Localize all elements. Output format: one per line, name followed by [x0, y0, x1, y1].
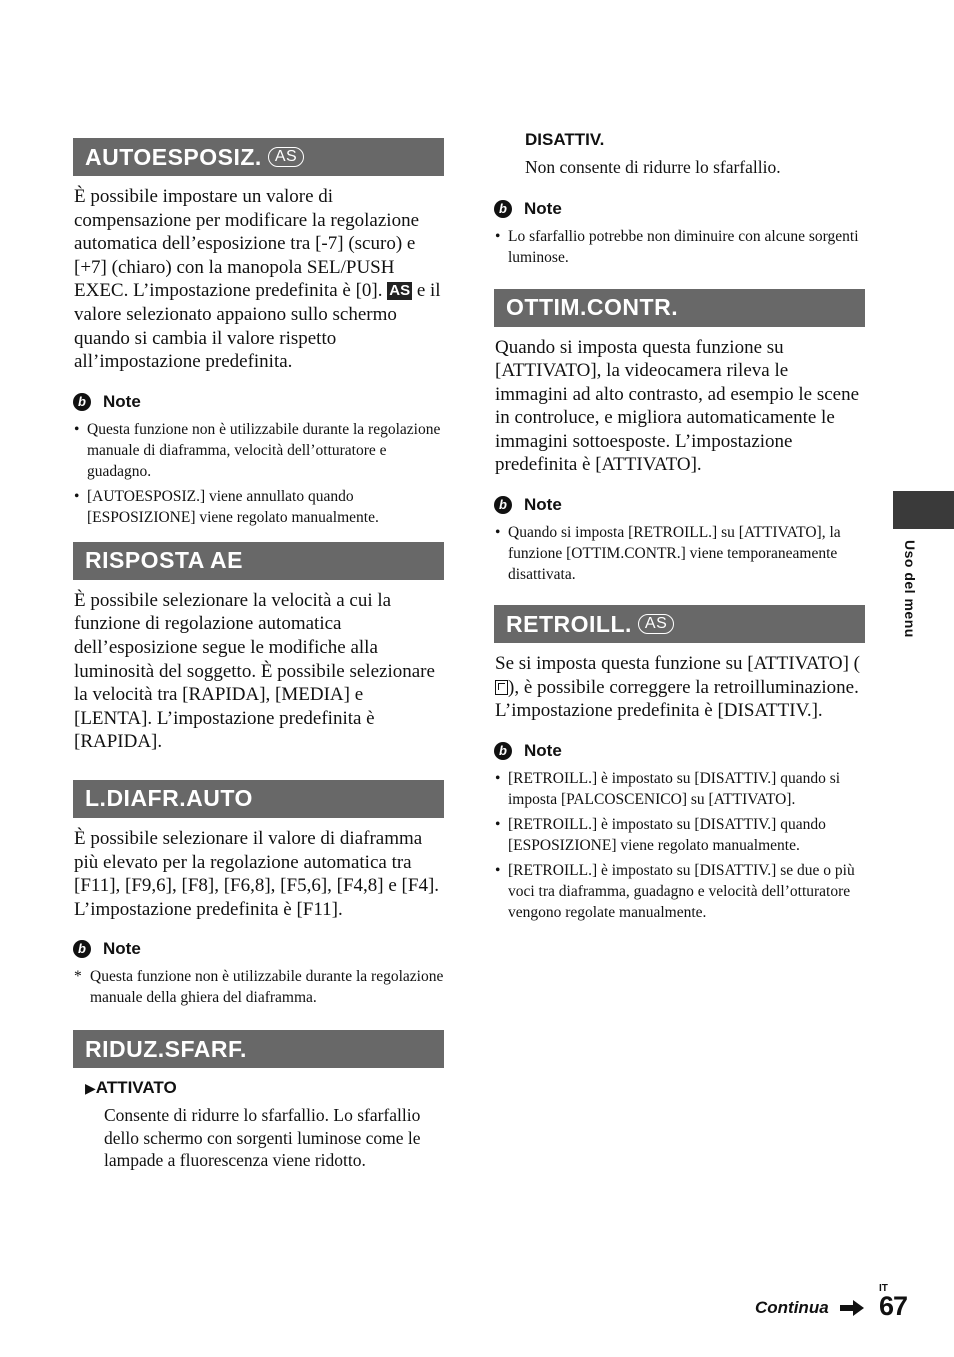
note-list [73, 419, 444, 528]
section-title: L.DIAFR.AUTO [85, 785, 253, 812]
as-badge: AS [638, 614, 674, 634]
option-label [85, 1078, 444, 1098]
page-number: 67 [879, 1291, 908, 1321]
note-heading [494, 199, 865, 219]
note-item: • [RETROILL.] è impostato su [DISATTIV.] quando [ESPOSIZIONE] viene regolato manualmente. [494, 814, 865, 856]
note-item: • Questa funzione non è utilizzabile durante la regolazione manuale di diaframma, velocità dell’otturatore e guadagno. [73, 419, 444, 482]
note-heading [73, 939, 444, 959]
option-disattiv [525, 130, 865, 179]
section-heading-l-diafr-auto [73, 780, 444, 818]
continua-label: Continua [755, 1298, 829, 1317]
note-item: * Questa funzione non è utilizzabile durante la regolazione manuale della ghiera del diaframma. [73, 966, 444, 1008]
note-label: Note [524, 740, 562, 760]
section-body: Quando si imposta questa funzione su [ATTIVATO], la videocamera rileva le immagini ad alto contrasto, ad esempio le scene in controluce, e migliora automaticamente le immagini sottoesposte. L’impostazione predefinita è [ATTIVATO]. [495, 336, 860, 476]
section-body [74, 185, 444, 374]
note-label: Note [524, 198, 562, 218]
section-body [495, 652, 865, 723]
section-body: È possibile selezionare il valore di diaframma più elevato per la regolazione automatica tra [F11], [F9,6], [F8], [F6,8], [F5,6], [F4,8] e [F4]. L’impostazione predefinita è [F11]. [74, 827, 440, 920]
note-item: • [RETROILL.] è impostato su [DISATTIV.] se due o più voci tra diaframma, guadagno e velocità dell’otturatore vengono regolate manualmente. [494, 860, 865, 923]
note-icon: b [494, 742, 512, 760]
section-body: È possibile selezionare la velocità a cui la funzione di regolazione automatica dell’esposizione segue le modifiche alla luminosità del soggetto. È possibile selezionare la velocità tra [RAPIDA], [MEDIA] e [LENTA]. L’impostazione predefinita è [RAPIDA]. [74, 589, 435, 753]
note-icon: b [494, 496, 512, 514]
default-marker-icon: ▶ [85, 1080, 96, 1097]
body-text-part: È possibile impostare un valore di compensazione per modificare la regolazione automatica dell’esposizione tra [-7] (scuro) e [+7] (chiaro) con la manopola SEL/PUSH EXEC. L’impostazione predefinita è [0]. [74, 186, 419, 302]
section-title: AUTOESPOSIZ. [85, 143, 262, 170]
backlight-icon [495, 680, 508, 695]
body-text-part: e il valore selezionato appaiono sullo schermo quando si cambia il valore rispetto all’impostazione predefinita. [74, 280, 441, 373]
as-inline-icon: AS [389, 282, 411, 300]
section-title: RIDUZ.SFARF. [85, 1035, 247, 1062]
section-title: RISPOSTA AE [85, 547, 243, 574]
note-item: • [AUTOESPOSIZ.] viene annullato quando [ESPOSIZIONE] viene regolato manualmente. [73, 486, 444, 528]
note-icon: b [494, 200, 512, 218]
body-text-part: ), è possibile correggere la retroilluminazione. L’impostazione predefinita è [DISATTIV.]. [495, 676, 859, 722]
section-heading-risposta-ae [73, 542, 444, 580]
note-label: Note [524, 495, 562, 515]
note-label: Note [103, 939, 141, 959]
section-heading-autoesposiz [73, 138, 444, 176]
option-desc: Non consente di ridurre lo sfarfallio. [525, 157, 781, 177]
option-attivato [85, 1078, 444, 1172]
note-item: • Lo sfarfallio potrebbe non diminuire con alcune sorgenti luminose. [494, 226, 865, 268]
section-title: RETROILL. [506, 610, 632, 637]
note-heading [494, 495, 865, 515]
section-title: OTTIM.CONTR. [506, 294, 679, 320]
body-text-part: Se si imposta questa funzione su [ATTIVATO] ( [495, 653, 860, 675]
option-label-text: ATTIVATO [95, 1078, 177, 1098]
note-icon: b [73, 393, 91, 411]
arrow-right-icon [840, 1298, 864, 1318]
note-heading [494, 741, 865, 761]
note-label: Note [103, 391, 141, 411]
as-badge: AS [268, 147, 304, 167]
option-desc: Consente di ridurre lo sfarfallio. Lo sfarfallio dello schermo con sorgenti luminose come le lampade a fluorescenza viene ridotto. [104, 1105, 421, 1171]
section-heading-retroill [494, 605, 865, 643]
note-list [494, 522, 865, 585]
side-tab-label: Uso del menu [902, 540, 918, 638]
note-list [494, 226, 865, 268]
note-icon: b [73, 940, 91, 958]
note-heading [73, 392, 444, 412]
section-heading-ottim-contr [494, 289, 865, 327]
left-column [73, 138, 444, 1172]
section-heading-riduz-sfarf [73, 1030, 444, 1068]
option-label: DISATTIV. [525, 130, 605, 149]
right-column [494, 130, 865, 927]
note-list [494, 768, 865, 923]
note-item: • Quando si imposta [RETROILL.] su [ATTIVATO], la funzione [OTTIM.CONTR.] viene temporaneamente disattivata. [494, 522, 865, 585]
side-tab-marker [893, 491, 954, 529]
note-item: • [RETROILL.] è impostato su [DISATTIV.] quando si imposta [PALCOSCENICO] su [ATTIVATO]. [494, 768, 865, 810]
note-list [73, 966, 444, 1008]
language-code: IT [879, 1283, 888, 1294]
